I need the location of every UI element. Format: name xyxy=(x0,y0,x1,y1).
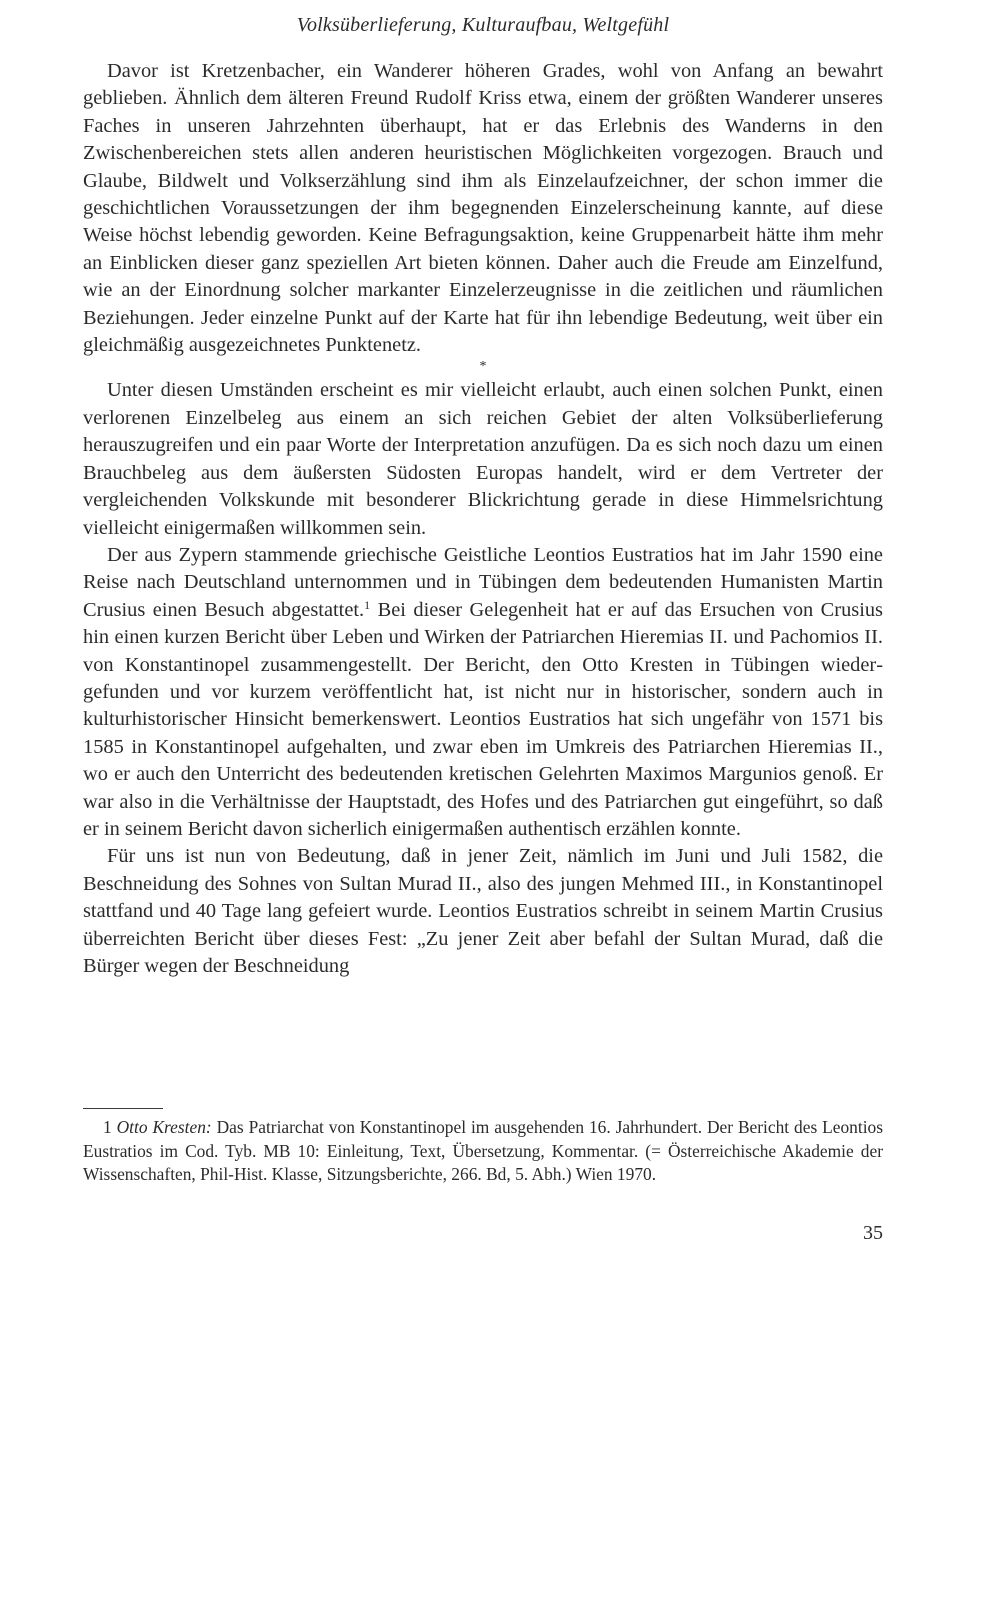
paragraph-4: Für uns ist nun von Bedeutung, daß in jener Zeit, nämlich im Juni und Juli 1582, die Beschneidung des Sohnes von Sultan Murad II., also des jungen Mehmed III., in Konstantinopel stattfand und 40 Tage lang gefeiert wurde. Leontios Eustratios schreibt in seinem Martin Crusius überreichten Bericht über dieses Fest: „Zu jener Zeit aber befahl der Sultan Murad, daß die Bürger wegen der Beschneidung xyxy=(83,845,883,977)
footnote-text: Das Patriarchat von Konstantinopel im ausgehenden 16. Jahrhundert. Der Bericht des Leontios Eustratios im Cod. Tyb. MB 10: Einleitung, Text, Übersetzung, Kommentar. (= Österreichische Akademie der Wissenschaften, Phil-Hist. Klasse, Sitzungsberichte, 266. Bd, 5. Abh.) Wien 1970. xyxy=(83,1117,883,1185)
page-number: 35 xyxy=(863,1222,883,1244)
footnote-number: 1 xyxy=(103,1117,112,1137)
paragraph-3-continued: Bei dieser Gelegenheit hat er auf das Ersuchen von Crusius hin einen kurzen Bericht über Leben und Wirken der Patriarchen Hieremias II. und Pachomios II. von Konstantinopel zusammengestellt. Der Bericht, den Otto Kresten in Tübingen wiedergefunden und vor kurzem veröffentlicht hat, ist nicht nur in historischer, sondern auch in kulturhistorischer Hinsicht bemerkenswert. Leontios Eustratios hat sich ungefähr von 1571 bis 1585 in Konstantinopel aufgehalten, und zwar eben im Umkreis des Patriarchen Hieremias II., wo er auch den Unterricht des bedeutenden kretischen Gelehrten Maximos Margunios genoß. Er war also in die Verhältnisse der Hauptstadt, des Hofes und des Patriarchen gut eingeführt, so daß er in seinem Bericht davon sicherlich einigermaßen authentisch erzählen konnte. xyxy=(83,598,883,840)
footnote-reference[interactable]: 1 xyxy=(364,597,371,612)
footnote xyxy=(83,1116,883,1187)
running-head: Volksüberlieferung, Kulturaufbau, Weltgefühl xyxy=(296,14,670,36)
paragraph-2: Unter diesen Umständen erscheint es mir vielleicht erlaubt, auch einen solchen Punkt, einen verlorenen Einzelbeleg aus einem an sich reichen Gebiet der alten Volksüberlieferung herauszugreifen und ein paar Worte der Interpretation anzufügen. Da es sich noch dazu um einen Brauchbeleg aus dem äußersten Südosten Europas handelt, wird er dem Vertreter der vergleichenden Volkskunde mit besonderer Blickrichtung gerade in diese Himmelsrichtung vielleicht einigermaßen willkommen sein. xyxy=(83,379,883,539)
body-text xyxy=(83,58,883,980)
section-asterism: * xyxy=(479,359,487,375)
paragraph-3 xyxy=(83,542,883,843)
paragraph-3-text: Der aus Zypern stammende griechische Geistliche Leontios Eustratios hat im Jahr 1590 eine Reise nach Deutschland unternommen und in Tübingen dem bedeutenden Humanisten Martin Crusius einen Besuch abgestattet. xyxy=(83,543,883,621)
paragraph-1: Davor ist Kretzenbacher, ein Wanderer höheren Grades, wohl von Anfang an bewahrt geblieben. Ähnlich dem älteren Freund Rudolf Kriss etwa, einem der größten Wanderer unseres Faches in unseren Jahrzehnten überhaupt, hat er das Erlebnis des Wanderns in den Zwischenbereichen stets allen anderen heuristischen Möglichkeiten vorgezogen. Brauch und Glaube, Bildwelt und Volkserzählung sind ihm als Einzelaufzeichner, der schon immer die geschichtlichen Voraussetzungen der ihm begegnenden Einzelerscheinung kannte, auf diese Weise höchst lebendig geworden. Keine Befragungsaktion, keine Gruppenarbeit hätte ihm mehr an Einblicken dieser ganz speziellen Art bieten können. Daher auch die Freude am Einzelfund, wie an der Einordnung solcher markanter Einzelerzeugnisse in die zeitlichen und räumlichen Beziehungen. Jeder einzelne Punkt auf der Karte hat für ihn lebendige Bedeutung, weit über ein gleichmäßig ausgezeichnetes Punktenetz. xyxy=(83,60,883,357)
book-page xyxy=(83,0,883,1600)
footnote-divider xyxy=(83,1108,163,1109)
footnote-author: Otto Kresten: xyxy=(116,1117,212,1137)
